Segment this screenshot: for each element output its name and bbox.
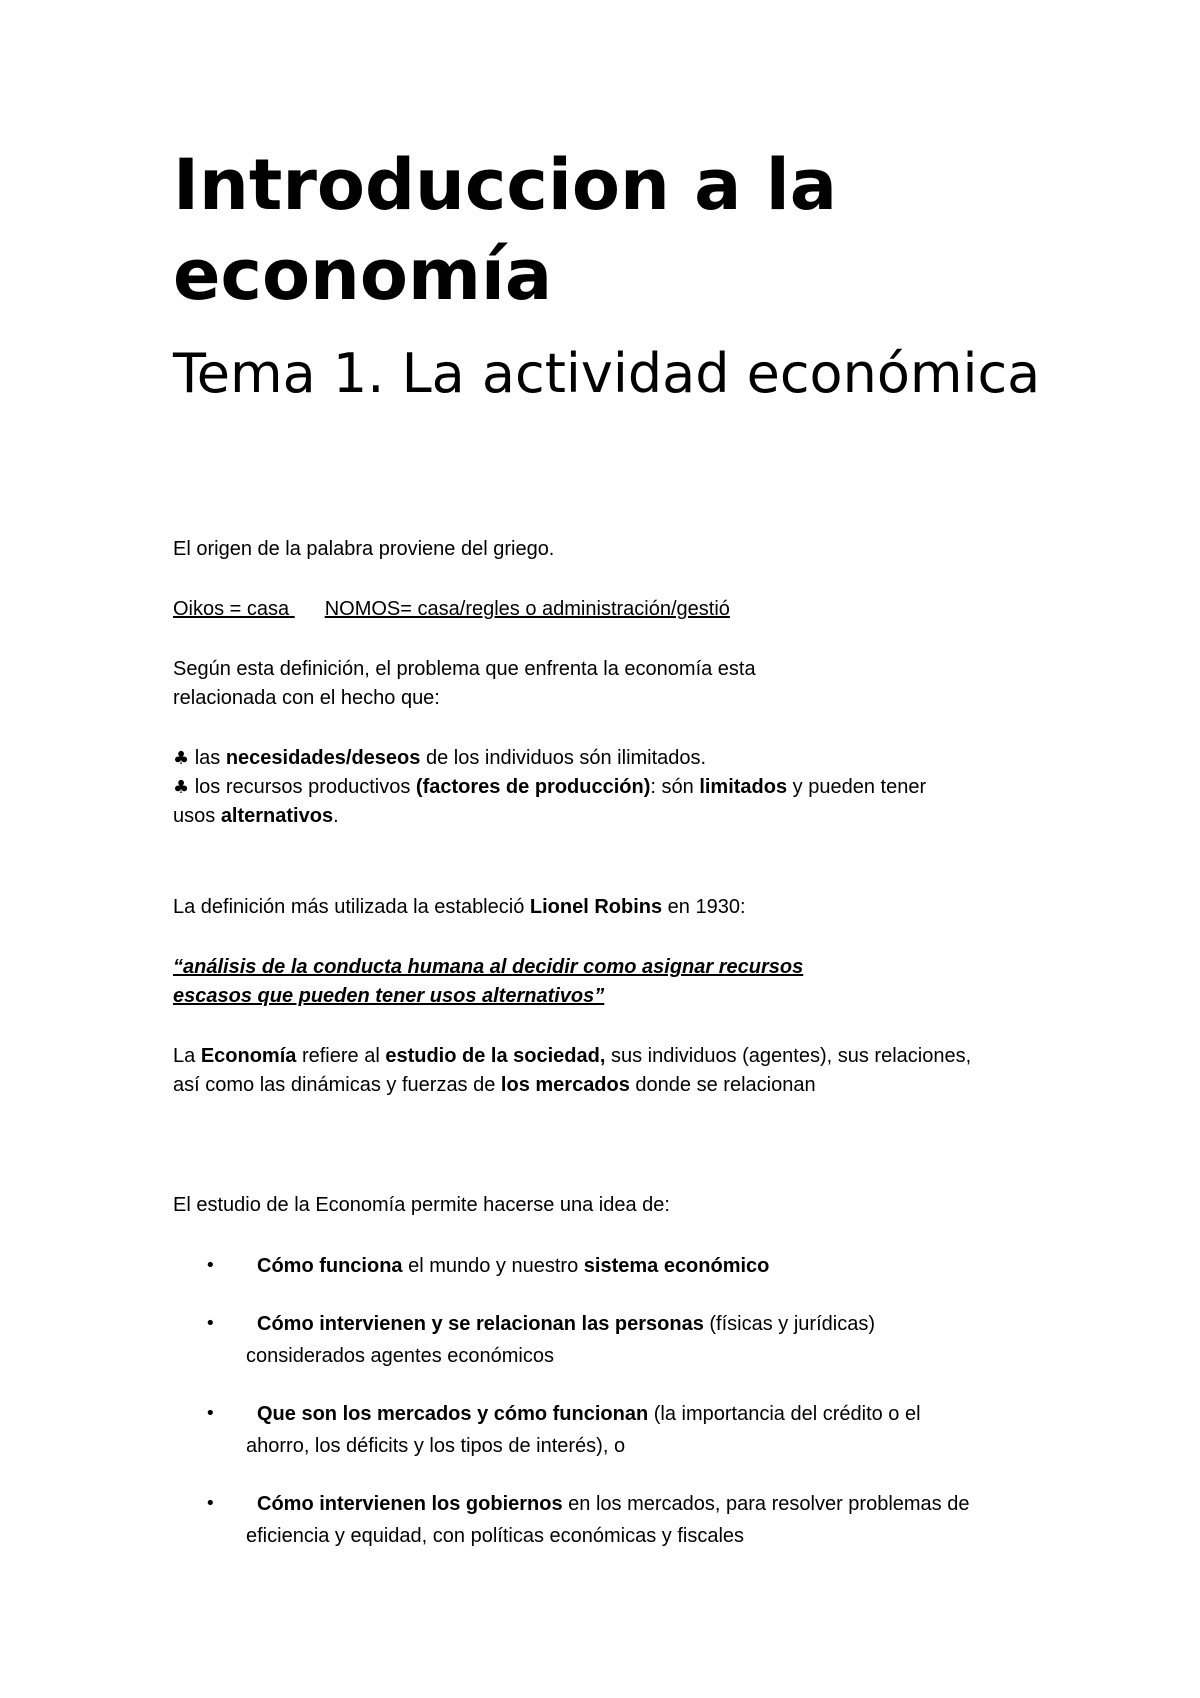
bullet-icon: • xyxy=(205,1313,216,1334)
list-item: • Cómo intervienen y se relacionan las personas (físicas y jurídicas) considerados agentes económicos xyxy=(205,1308,1085,1372)
oikos-term: Oikos = casa xyxy=(173,598,295,620)
club-item-resources: ♣ los recursos productivos (factores de producción): són limitados y pueden tener xyxy=(173,776,927,798)
bullet-icon: • xyxy=(205,1493,216,1514)
robins-quote-line-2: escasos que pueden tener usos alternativos” xyxy=(173,985,605,1007)
economia-paragraph-line-2: así como las dinámicas y fuerzas de los mercados donde se relacionan xyxy=(173,1074,816,1096)
estudio-intro: El estudio de la Economía permite hacerse una idea de: xyxy=(173,1194,670,1216)
definition-intro-line-1: Según esta definición, el problema que enfrenta la economía esta xyxy=(173,658,756,680)
definition-intro-line-2: relacionada con el hecho que: xyxy=(173,687,440,709)
club-icon: ♣ xyxy=(173,748,190,769)
robins-definition-line: La definición más utilizada la estableció Lionel Robins en 1930: xyxy=(173,896,746,918)
club-item-needs: ♣ las necesidades/deseos de los individuos són ilimitados. xyxy=(173,747,707,769)
list-item: • Cómo intervienen los gobiernos en los mercados, para resolver problemas de eficiencia y equidad, con políticas económicas y fiscales xyxy=(205,1488,1085,1552)
origin-paragraph: El origen de la palabra proviene del griego. xyxy=(173,538,555,560)
list-item: • Que son los mercados y cómo funcionan (la importancia del crédito o el ahorro, los déficits y los tipos de interés), o xyxy=(205,1398,1085,1462)
robins-quote-line-1: “análisis de la conducta humana al decidir como asignar recursos xyxy=(173,956,804,978)
bullet-icon: • xyxy=(205,1255,216,1276)
list-item: • Cómo funciona el mundo y nuestro sistema económico xyxy=(205,1250,1085,1282)
economia-paragraph-line-1: La Economía refiere al estudio de la sociedad, sus individuos (agentes), sus relaciones, xyxy=(173,1045,972,1067)
section-title: Tema 1. La actividad económica xyxy=(173,342,1041,405)
document-title: Introduccion a la economía xyxy=(173,144,838,316)
bullet-icon: • xyxy=(205,1403,216,1424)
nomos-term: NOMOS= casa/regles o administración/gestió xyxy=(324,598,730,620)
club-item-resources-line-2: usos alternativos. xyxy=(173,805,339,827)
club-icon: ♣ xyxy=(173,777,190,798)
etymology-line xyxy=(173,595,1073,624)
